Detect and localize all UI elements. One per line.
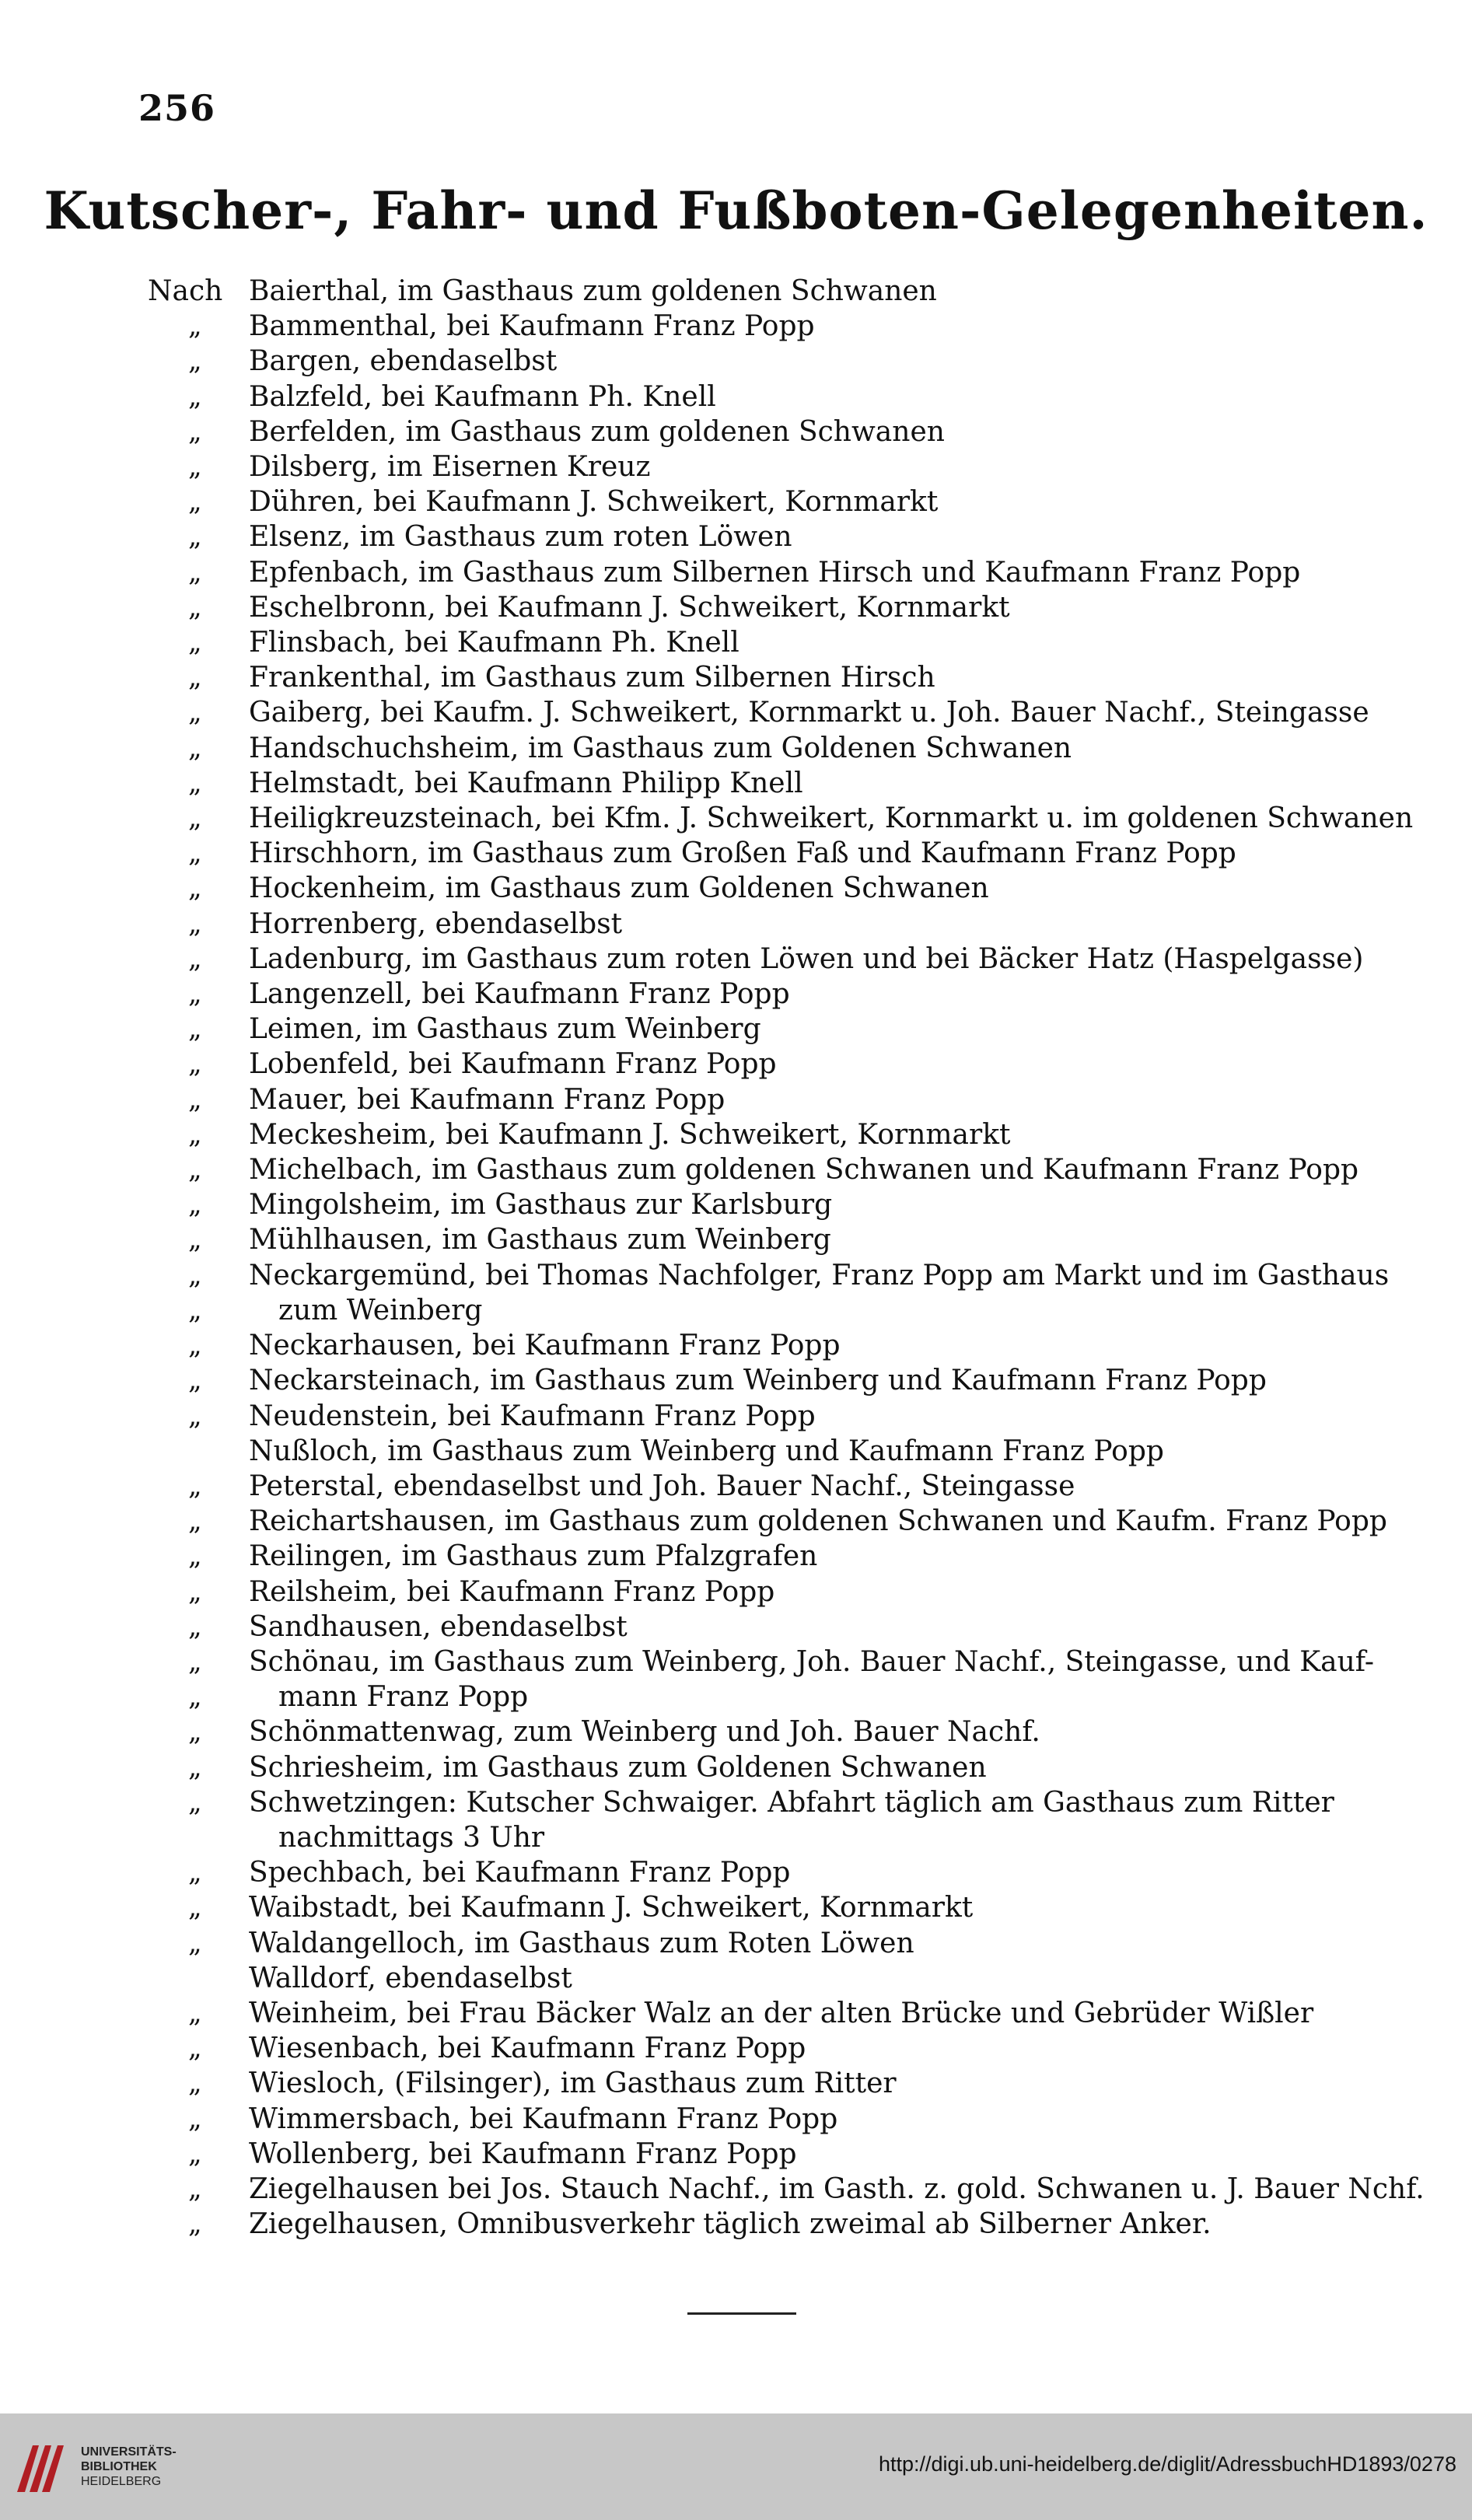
- entry-lead: Nach: [148, 275, 223, 307]
- entry-line: [148, 344, 1423, 379]
- source-url-link[interactable]: http://digi.ub.uni-heidelberg.de/diglit/AdressbuchHD1893/0278: [878, 2452, 1456, 2476]
- entry-line: [148, 2031, 1423, 2066]
- entry-line: [148, 1399, 1423, 1434]
- ditto-mark: „: [188, 1224, 202, 1256]
- entry-text: Bammenthal, bei Kaufmann Franz Popp: [249, 310, 815, 343]
- ditto-mark: „: [188, 1716, 202, 1748]
- entry-line: [148, 2102, 1423, 2137]
- entry-line: [148, 1539, 1423, 1574]
- entry-text: Mauer, bei Kaufmann Franz Popp: [249, 1083, 726, 1116]
- entry-text: Leimen, im Gasthaus zum Weinberg: [249, 1013, 761, 1046]
- entry-line: [148, 1996, 1423, 2031]
- entry-line: [148, 1117, 1423, 1152]
- entry-text: Waibstadt, bei Kaufmann J. Schweikert, Kornmarkt: [249, 1892, 974, 1924]
- ditto-mark: „: [188, 1118, 202, 1150]
- entry-text: Schriesheim, im Gasthaus zum Goldenen Schwanen: [249, 1751, 987, 1784]
- entry-line: [148, 1679, 1423, 1714]
- entry-text: Baierthal, im Gasthaus zum goldenen Schwanen: [249, 275, 937, 307]
- entry-text: Meckesheim, bei Kaufmann J. Schweikert, Kornmarkt: [249, 1118, 1011, 1151]
- entry-text: Langenzell, bei Kaufmann Franz Popp: [249, 978, 790, 1011]
- page-number: 256: [138, 87, 216, 129]
- entry-text: Flinsbach, bei Kaufmann Ph. Knell: [249, 627, 739, 659]
- entry-line: [148, 2207, 1423, 2242]
- entry-text: Schwetzingen: Kutscher Schwaiger. Abfahrt täglich am Gasthaus zum Ritter: [249, 1786, 1334, 1819]
- entry-text: Spechbach, bei Kaufmann Franz Popp: [249, 1857, 791, 1889]
- entry-text: Balzfeld, bei Kaufmann Ph. Knell: [249, 380, 716, 413]
- entry-text: Wimmersbach, bei Kaufmann Franz Popp: [249, 2102, 838, 2135]
- entry-line: [148, 449, 1423, 484]
- ditto-mark: „: [188, 942, 202, 974]
- entry-line: [148, 1714, 1423, 1749]
- entry-text: Wiesenbach, bei Kaufmann Franz Popp: [249, 2032, 806, 2065]
- entry-line: [148, 484, 1423, 519]
- entry-text: Wiesloch, (Filsinger), im Gasthaus zum Ritter: [249, 2067, 897, 2100]
- ditto-mark: „: [188, 521, 202, 553]
- entry-text: Gaiberg, bei Kaufm. J. Schweikert, Kornmarkt u. Joh. Bauer Nachf., Steingasse: [249, 697, 1369, 729]
- entry-text: Weinheim, bei Frau Bäcker Walz an der alten Brücke und Gebrüder Wißler: [249, 1997, 1314, 2029]
- ditto-mark: „: [188, 1892, 202, 1924]
- entry-line: [148, 1258, 1423, 1293]
- ditto-mark: „: [188, 1400, 202, 1431]
- entry-line: [148, 1222, 1423, 1257]
- ditto-mark: „: [188, 872, 202, 904]
- entry-line: [148, 1152, 1423, 1187]
- ditto-mark: „: [188, 486, 202, 518]
- entry-line: [148, 801, 1423, 836]
- entry-line: [148, 414, 1423, 449]
- entry-line: [148, 519, 1423, 554]
- closing-rule: [687, 2312, 796, 2315]
- ditto-mark: „: [188, 1365, 202, 1396]
- ditto-mark: „: [188, 1575, 202, 1607]
- entry-line: [148, 1926, 1423, 1961]
- entry-line: [148, 1293, 1423, 1328]
- ditto-mark: „: [188, 1470, 202, 1501]
- ditto-mark: „: [188, 1927, 202, 1959]
- ditto-mark: „: [188, 767, 202, 799]
- entry-line: [148, 1504, 1423, 1539]
- ditto-mark: „: [188, 802, 202, 834]
- entry-line: [148, 1750, 1423, 1785]
- page-title: Kutscher-, Fahr- und Fußboten-Gelegenheiten.: [44, 180, 1428, 241]
- ditto-mark: „: [188, 2137, 202, 2169]
- library-line-2: BIBLIOTHEK: [81, 2460, 157, 2473]
- ditto-mark: „: [188, 1083, 202, 1115]
- entry-line: [148, 1047, 1423, 1082]
- ditto-mark: „: [188, 1540, 202, 1572]
- entry-line: [148, 2137, 1423, 2172]
- entry-text: Elsenz, im Gasthaus zum roten Löwen: [249, 521, 792, 554]
- entry-line: [148, 274, 1423, 309]
- library-name: [81, 2445, 177, 2489]
- entry-line: [148, 2066, 1423, 2101]
- ditto-mark: „: [188, 662, 202, 694]
- entry-text: Ladenburg, im Gasthaus zum roten Löwen und bei Bäcker Hatz (Haspelgasse): [249, 942, 1364, 975]
- entry-line: [148, 731, 1423, 766]
- ditto-mark: „: [188, 1505, 202, 1537]
- entry-line: [148, 1082, 1423, 1117]
- library-logo[interactable]: [12, 2426, 199, 2508]
- ditto-mark: „: [188, 978, 202, 1010]
- entry-line: [148, 2172, 1423, 2207]
- ditto-mark: „: [188, 837, 202, 869]
- ditto-mark: „: [188, 627, 202, 659]
- entry-text: Neckarhausen, bei Kaufmann Franz Popp: [249, 1330, 841, 1362]
- ub-heidelberg-logo-icon: [12, 2438, 72, 2497]
- entry-text: Schönmattenwag, zum Weinberg und Joh. Bauer Nachf.: [249, 1716, 1040, 1749]
- ditto-mark: „: [188, 2067, 202, 2099]
- entry-text: zum Weinberg: [278, 1294, 483, 1326]
- ditto-mark: „: [188, 556, 202, 588]
- entry-text: Ziegelhausen bei Jos. Stauch Nachf., im Gasth. z. gold. Schwanen u. J. Bauer Nchf.: [249, 2172, 1425, 2205]
- ditto-mark: „: [188, 1013, 202, 1045]
- entry-line: [148, 1469, 1423, 1504]
- ditto-mark: „: [188, 907, 202, 939]
- entry-line: [148, 695, 1423, 730]
- entry-line: [148, 1961, 1423, 1996]
- entry-line: [148, 836, 1423, 871]
- entry-line: [148, 1363, 1423, 1398]
- ditto-mark: „: [188, 310, 202, 342]
- ditto-mark: „: [188, 1786, 202, 1818]
- ditto-mark: „: [188, 1294, 202, 1326]
- entry-text: Sandhausen, ebendaselbst: [249, 1610, 628, 1643]
- entry-text: Handschuchsheim, im Gasthaus zum Goldenen Schwanen: [249, 732, 1072, 764]
- entry-line: [148, 1890, 1423, 1925]
- entry-line: [148, 1328, 1423, 1363]
- entry-line: [148, 660, 1423, 695]
- entry-text: Hirschhorn, im Gasthaus zum Großen Faß und Kaufmann Franz Popp: [249, 837, 1236, 870]
- entry-text: Wollenberg, bei Kaufmann Franz Popp: [249, 2137, 797, 2170]
- entry-text: Horrenberg, ebendaselbst: [249, 907, 623, 940]
- ditto-mark: „: [188, 1154, 202, 1186]
- ditto-mark: „: [188, 345, 202, 377]
- entry-line: [148, 379, 1423, 414]
- entry-line: [148, 1434, 1423, 1469]
- ditto-mark: „: [188, 1610, 202, 1642]
- entry-line: [148, 871, 1423, 906]
- entry-text: Neckargemünd, bei Thomas Nachfolger, Franz Popp am Markt und im Gasthaus: [249, 1259, 1390, 1291]
- entry-text: Eschelbronn, bei Kaufmann J. Schweikert, Kornmarkt: [249, 591, 1010, 624]
- entry-text: Heiligkreuzsteinach, bei Kfm. J. Schweikert, Kornmarkt u. im goldenen Schwanen: [249, 802, 1414, 835]
- entry-text: Neckarsteinach, im Gasthaus zum Weinberg und Kaufmann Franz Popp: [249, 1365, 1267, 1397]
- entry-line: [148, 1855, 1423, 1890]
- ditto-mark: „: [188, 1330, 202, 1361]
- entry-text: Nußloch, im Gasthaus zum Weinberg und Kaufmann Franz Popp: [249, 1435, 1164, 1467]
- ditto-mark: „: [188, 2102, 202, 2134]
- entry-text: Reichartshausen, im Gasthaus zum goldenen Schwanen und Kaufm. Franz Popp: [249, 1505, 1387, 1538]
- footer-bar: [0, 2413, 1472, 2520]
- entry-text: Walldorf, ebendaselbst: [249, 1962, 572, 1994]
- ditto-mark: „: [188, 380, 202, 412]
- entry-line: [148, 1575, 1423, 1610]
- entry-line: [148, 625, 1423, 660]
- ditto-mark: „: [188, 1189, 202, 1221]
- ditto-mark: „: [188, 415, 202, 447]
- entry-line: [148, 977, 1423, 1012]
- ditto-mark: „: [188, 1997, 202, 2029]
- entry-text: Mühlhausen, im Gasthaus zum Weinberg: [249, 1224, 831, 1257]
- ditto-mark: „: [188, 451, 202, 483]
- entry-text: Berfelden, im Gasthaus zum goldenen Schwanen: [249, 415, 945, 448]
- entry-list: [148, 274, 1423, 2242]
- ditto-mark: „: [188, 697, 202, 729]
- entry-text: Reilingen, im Gasthaus zum Pfalzgrafen: [249, 1540, 818, 1573]
- entry-text: Frankenthal, im Gasthaus zum Silbernen Hirsch: [249, 662, 935, 694]
- entry-text: nachmittags 3 Uhr: [278, 1821, 545, 1854]
- ditto-mark: „: [188, 1857, 202, 1889]
- entry-line: [148, 1644, 1423, 1679]
- entry-line: [148, 1785, 1423, 1820]
- entry-text: Peterstal, ebendaselbst und Joh. Bauer Nachf., Steingasse: [249, 1470, 1075, 1502]
- entry-text: Epfenbach, im Gasthaus zum Silbernen Hirsch und Kaufmann Franz Popp: [249, 556, 1301, 589]
- entry-text: Helmstadt, bei Kaufmann Philipp Knell: [249, 767, 803, 799]
- ditto-mark: „: [188, 591, 202, 623]
- entry-line: [148, 1820, 1423, 1855]
- ditto-mark: „: [188, 1259, 202, 1291]
- entry-text: Bargen, ebendaselbst: [249, 345, 558, 378]
- entry-text: Lobenfeld, bei Kaufmann Franz Popp: [249, 1048, 777, 1081]
- entry-line: [148, 907, 1423, 942]
- ditto-mark: „: [188, 2208, 202, 2240]
- entry-line: [148, 1012, 1423, 1047]
- entry-line: [148, 942, 1423, 977]
- entry-text: Reilsheim, bei Kaufmann Franz Popp: [249, 1575, 775, 1608]
- ditto-mark: „: [188, 1681, 202, 1713]
- entry-text: Dilsberg, im Eisernen Kreuz: [249, 451, 651, 484]
- entry-text: Hockenheim, im Gasthaus zum Goldenen Schwanen: [249, 872, 989, 905]
- ditto-mark: „: [188, 1751, 202, 1783]
- ditto-mark: „: [188, 2032, 202, 2064]
- library-line-3: HEIDELBERG: [81, 2475, 162, 2488]
- ditto-mark: „: [188, 1048, 202, 1080]
- entry-text: mann Franz Popp: [278, 1681, 529, 1714]
- entry-line: [148, 309, 1423, 344]
- entry-text: Ziegelhausen, Omnibusverkehr täglich zweimal ab Silberner Anker.: [249, 2208, 1212, 2241]
- entry-line: [148, 1187, 1423, 1222]
- ditto-mark: „: [188, 2172, 202, 2204]
- entry-text: Schönau, im Gasthaus zum Weinberg, Joh. Bauer Nachf., Steingasse, und Kauf-: [249, 1645, 1375, 1678]
- entry-text: Waldangelloch, im Gasthaus zum Roten Löwen: [249, 1927, 914, 1959]
- entry-text: Neudenstein, bei Kaufmann Franz Popp: [249, 1400, 816, 1432]
- entry-line: [148, 1610, 1423, 1644]
- entry-text: Mingolsheim, im Gasthaus zur Karlsburg: [249, 1189, 833, 1222]
- ditto-mark: „: [188, 732, 202, 764]
- entry-text: Dühren, bei Kaufmann J. Schweikert, Kornmarkt: [249, 486, 939, 519]
- ditto-mark: „: [188, 1645, 202, 1677]
- entry-line: [148, 590, 1423, 625]
- library-line-1: UNIVERSITÄTS-: [81, 2445, 177, 2459]
- entry-line: [148, 766, 1423, 801]
- entry-text: Michelbach, im Gasthaus zum goldenen Schwanen und Kaufmann Franz Popp: [249, 1154, 1359, 1187]
- entry-line: [148, 555, 1423, 590]
